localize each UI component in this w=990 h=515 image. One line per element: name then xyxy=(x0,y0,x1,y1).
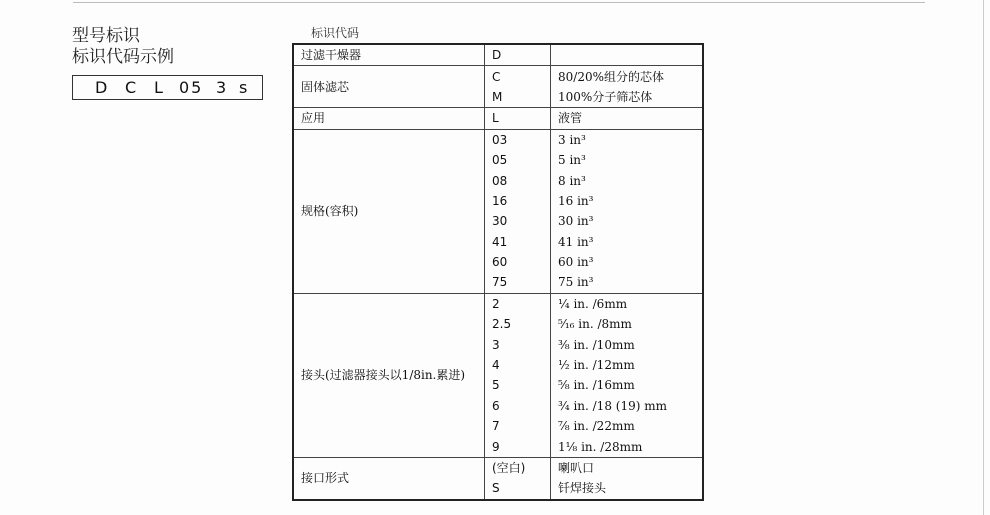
code-cell: L xyxy=(485,108,551,129)
page-subtitle: 标识代码示例 xyxy=(72,47,174,67)
description-cell: 5 in³ xyxy=(551,150,704,170)
description-cell: 75 in³ xyxy=(551,272,704,293)
code-cell: 05 xyxy=(485,150,551,170)
section-label: 固体滤芯 xyxy=(293,66,485,108)
code-cell: 4 xyxy=(485,355,551,375)
code-cell: 16 xyxy=(485,191,551,211)
description-cell: 钎焊接头 xyxy=(551,478,704,499)
code-cell: 2.5 xyxy=(485,314,551,334)
table-row xyxy=(293,44,703,66)
code-cell: S xyxy=(485,478,551,499)
code-cell: 08 xyxy=(485,170,551,190)
code-cell: 3 xyxy=(485,334,551,354)
code-part-size: 05 xyxy=(179,78,204,97)
section-label: 接头(过滤器接头以1/8in.累进) xyxy=(293,293,485,457)
section-label: 规格(容积) xyxy=(293,129,485,293)
description-cell: 3 in³ xyxy=(551,129,704,150)
table-row xyxy=(293,66,703,87)
description-cell: ⁵⁄₁₆ in. /8mm xyxy=(551,314,704,334)
code-cell: 9 xyxy=(485,436,551,457)
code-part-type: s xyxy=(239,78,250,97)
table-title: 标识代码 xyxy=(311,26,360,40)
table-row xyxy=(293,293,703,314)
top-divider xyxy=(73,2,925,3)
description-cell: 16 in³ xyxy=(551,191,704,211)
code-cell: (空白) xyxy=(485,457,551,478)
code-cell: 7 xyxy=(485,416,551,436)
code-cell: 41 xyxy=(485,232,551,252)
right-divider xyxy=(983,0,984,515)
description-cell: 60 in³ xyxy=(551,252,704,272)
code-part-d: D xyxy=(95,78,110,97)
table-row xyxy=(293,457,703,478)
description-cell: 液管 xyxy=(551,108,704,129)
code-cell: 6 xyxy=(485,396,551,416)
code-cell: D xyxy=(485,44,551,66)
description-cell: ¼ in. /6mm xyxy=(551,293,704,314)
code-part-l: L xyxy=(154,78,165,97)
section-label: 接口形式 xyxy=(293,457,485,499)
code-cell: 75 xyxy=(485,272,551,293)
example-code-box xyxy=(72,75,263,100)
code-part-connection: 3 xyxy=(216,78,229,97)
code-table xyxy=(292,43,704,501)
code-cell: 2 xyxy=(485,293,551,314)
description-cell: ⅞ in. /22mm xyxy=(551,416,704,436)
description-cell: 喇叭口 xyxy=(551,457,704,478)
table-row xyxy=(293,108,703,129)
code-part-c: C xyxy=(125,78,139,97)
code-cell: C xyxy=(485,66,551,87)
section-label: 过滤干燥器 xyxy=(293,44,485,66)
description-cell: 41 in³ xyxy=(551,232,704,252)
code-cell: 03 xyxy=(485,129,551,150)
description-cell: ⅝ in. /16mm xyxy=(551,375,704,395)
description-cell: 30 in³ xyxy=(551,211,704,231)
description-cell: ½ in. /12mm xyxy=(551,355,704,375)
code-cell: 30 xyxy=(485,211,551,231)
description-cell: 1⅛ in. /28mm xyxy=(551,436,704,457)
description-cell: 80/20%组分的芯体 xyxy=(551,66,704,87)
description-cell: ⅜ in. /10mm xyxy=(551,334,704,354)
code-cell: 60 xyxy=(485,252,551,272)
description-cell: ¾ in. /18 (19) mm xyxy=(551,396,704,416)
page-title: 型号标识 xyxy=(72,26,140,46)
description-cell: 100%分子筛芯体 xyxy=(551,87,704,108)
section-label: 应用 xyxy=(293,108,485,129)
code-cell: M xyxy=(485,87,551,108)
description-cell xyxy=(551,44,704,66)
table-row xyxy=(293,129,703,150)
code-cell: 5 xyxy=(485,375,551,395)
description-cell: 8 in³ xyxy=(551,170,704,190)
